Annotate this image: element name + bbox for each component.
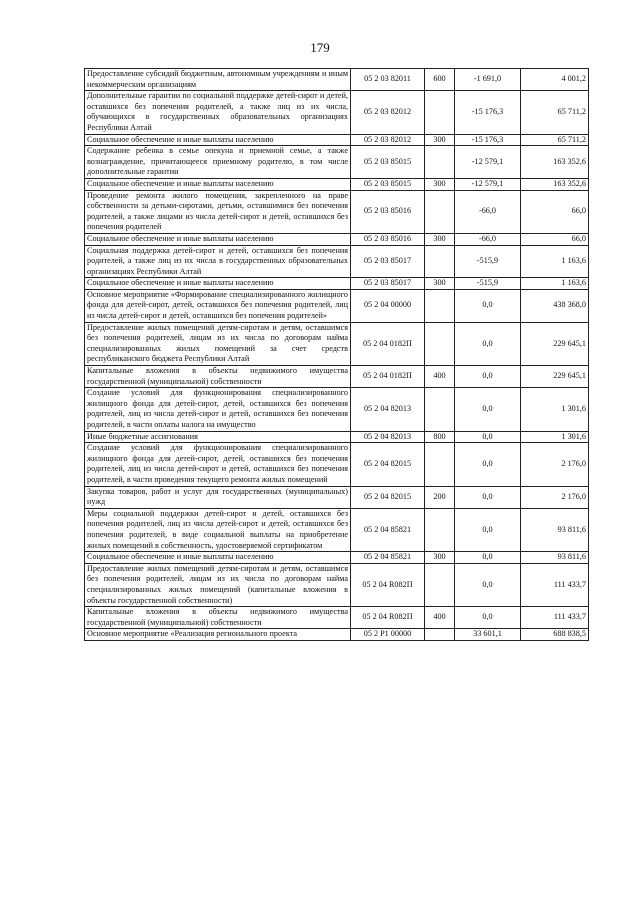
table-row bbox=[85, 322, 589, 365]
row-code: 05 2 04 82015 bbox=[351, 486, 425, 508]
table-row bbox=[85, 552, 589, 564]
row-code: 05 2 04 82013 bbox=[351, 431, 425, 443]
table-row bbox=[85, 486, 589, 508]
table-row bbox=[85, 278, 589, 290]
row-change: 0,0 bbox=[455, 388, 521, 431]
row-total: 111 433,7 bbox=[521, 563, 589, 606]
row-total: 4 001,2 bbox=[521, 69, 589, 91]
table-row bbox=[85, 134, 589, 146]
row-expense-type: 300 bbox=[425, 233, 455, 245]
row-change: 33 601,1 bbox=[455, 629, 521, 641]
row-expense-type: 600 bbox=[425, 69, 455, 91]
row-total: 66,0 bbox=[521, 233, 589, 245]
row-change: 0,0 bbox=[455, 366, 521, 388]
row-name: Меры социальной поддержки детей-сирот и детей, оставшихся без попечения родителей, лиц из числа детей-сирот и детей, оставшихся без попечения родителей, в виде социальной выплаты на приобретение жилых помещений в собственность, удостоверяемой сертификатом bbox=[85, 508, 351, 551]
row-expense-type bbox=[425, 563, 455, 606]
row-total: 2 176,0 bbox=[521, 486, 589, 508]
row-total: 688 838,5 bbox=[521, 629, 589, 641]
row-total: 163 352,6 bbox=[521, 146, 589, 179]
row-name: Предоставление жилых помещений детям-сиротам и детям, оставшимся без попечения родителей, лицам из их числа по договорам найма специализированных жилых помещений за счет средств республиканского бюджета Республики Алтай bbox=[85, 322, 351, 365]
row-total: 66,0 bbox=[521, 190, 589, 233]
row-expense-type: 400 bbox=[425, 607, 455, 629]
row-name: Капитальные вложения в объекты недвижимого имущества государственной (муниципальной) собственности bbox=[85, 607, 351, 629]
row-expense-type bbox=[425, 146, 455, 179]
row-total: 111 433,7 bbox=[521, 607, 589, 629]
row-change: 0,0 bbox=[455, 443, 521, 486]
row-change: 0,0 bbox=[455, 431, 521, 443]
row-name: Социальное обеспечение и иные выплаты населению bbox=[85, 134, 351, 146]
row-name: Социальное обеспечение и иные выплаты населению bbox=[85, 278, 351, 290]
row-code: 05 2 04 85821 bbox=[351, 552, 425, 564]
row-code: 05 2 04 82015 bbox=[351, 443, 425, 486]
row-expense-type bbox=[425, 508, 455, 551]
table-row bbox=[85, 245, 589, 278]
row-change: 0,0 bbox=[455, 552, 521, 564]
row-name: Закупка товаров, работ и услуг для государственных (муниципальных) нужд bbox=[85, 486, 351, 508]
row-change: 0,0 bbox=[455, 563, 521, 606]
row-expense-type bbox=[425, 322, 455, 365]
row-expense-type: 300 bbox=[425, 134, 455, 146]
row-expense-type bbox=[425, 388, 455, 431]
row-code: 05 2 04 R082П bbox=[351, 607, 425, 629]
table-row bbox=[85, 366, 589, 388]
row-total: 1 163,6 bbox=[521, 245, 589, 278]
row-change: 0,0 bbox=[455, 322, 521, 365]
table-row bbox=[85, 178, 589, 190]
row-code: 05 2 03 85016 bbox=[351, 233, 425, 245]
row-code: 05 2 03 85015 bbox=[351, 146, 425, 179]
row-name: Предоставление субсидий бюджетным, автономным учреждениям и иным некоммерческим организациям bbox=[85, 69, 351, 91]
row-total: 1 301,6 bbox=[521, 388, 589, 431]
row-total: 229 645,1 bbox=[521, 366, 589, 388]
table-row bbox=[85, 146, 589, 179]
page-number: 179 bbox=[310, 40, 330, 55]
row-expense-type bbox=[425, 245, 455, 278]
row-expense-type bbox=[425, 443, 455, 486]
row-name: Социальное обеспечение и иные выплаты населению bbox=[85, 552, 351, 564]
row-expense-type bbox=[425, 289, 455, 322]
row-change: -15 176,3 bbox=[455, 91, 521, 134]
table-row bbox=[85, 190, 589, 233]
table-row bbox=[85, 563, 589, 606]
row-change: -12 579,1 bbox=[455, 146, 521, 179]
row-total: 65 711,2 bbox=[521, 91, 589, 134]
row-name: Предоставление жилых помещений детям-сиротам и детям, оставшимся без попечения родителей, лицам из их числа по договорам найма специализированных жилых помещений (капитальные вложения в объекты государственной собственности) bbox=[85, 563, 351, 606]
table-row bbox=[85, 629, 589, 641]
row-change: 0,0 bbox=[455, 607, 521, 629]
row-code: 05 2 04 82013 bbox=[351, 388, 425, 431]
row-code: 05 2 03 85016 bbox=[351, 190, 425, 233]
row-total: 163 352,6 bbox=[521, 178, 589, 190]
row-code: 05 2 P1 00000 bbox=[351, 629, 425, 641]
row-name: Социальное обеспечение и иные выплаты населению bbox=[85, 178, 351, 190]
row-name: Основное мероприятие «Формирование специализированного жилищного фонда для детей-сирот, детей, оставшихся без попечения родителей, лиц из числа детей-сирот и детей, оставшихся без попечения родителей» bbox=[85, 289, 351, 322]
row-total: 1 301,6 bbox=[521, 431, 589, 443]
row-name: Основное мероприятие «Реализация регионального проекта bbox=[85, 629, 351, 641]
row-code: 05 2 04 0182П bbox=[351, 322, 425, 365]
row-change: -1 691,0 bbox=[455, 69, 521, 91]
row-name: Иные бюджетные ассигнования bbox=[85, 431, 351, 443]
row-expense-type bbox=[425, 91, 455, 134]
row-code: 05 2 03 85017 bbox=[351, 245, 425, 278]
row-change: 0,0 bbox=[455, 486, 521, 508]
row-name: Дополнительные гарантии по социальной поддержке детей-сирот и детей, оставшихся без попечения родителей, а также лиц из их числа, обучающихся в государственных образовательных организациях Республики Алтай bbox=[85, 91, 351, 134]
row-expense-type: 800 bbox=[425, 431, 455, 443]
row-expense-type: 200 bbox=[425, 486, 455, 508]
row-code: 05 2 03 82012 bbox=[351, 134, 425, 146]
row-name: Создание условий для функционирования специализированного жилищного фонда для детей-сирот, детей, оставшихся без попечения родителей, лиц из числа детей-сирот и детей, оставшихся без попечения родителей, в части проведения текущего ремонта жилых помещений bbox=[85, 443, 351, 486]
row-total: 93 811,6 bbox=[521, 508, 589, 551]
row-code: 05 2 03 82011 bbox=[351, 69, 425, 91]
row-total: 229 645,1 bbox=[521, 322, 589, 365]
row-total: 438 368,0 bbox=[521, 289, 589, 322]
row-code: 05 2 04 0182П bbox=[351, 366, 425, 388]
row-change: -12 579,1 bbox=[455, 178, 521, 190]
table-row bbox=[85, 388, 589, 431]
row-total: 93 811,6 bbox=[521, 552, 589, 564]
row-code: 05 2 03 85017 bbox=[351, 278, 425, 290]
row-total: 65 711,2 bbox=[521, 134, 589, 146]
row-name: Социальная поддержка детей-сирот и детей, оставшихся без попечения родителей, а также лиц из их числа в государственных образовательных организациях Республики Алтай bbox=[85, 245, 351, 278]
row-change: -66,0 bbox=[455, 233, 521, 245]
row-name: Социальное обеспечение и иные выплаты населению bbox=[85, 233, 351, 245]
row-total: 1 163,6 bbox=[521, 278, 589, 290]
row-name: Проведение ремонта жилого помещения, закрепленного на праве собственности за детьми-сиротами, детьми, оставшимися без попечения родителей, а также лицами из числа детей-сирот и детей, оставшихся без попечения родителей bbox=[85, 190, 351, 233]
row-change: -515,9 bbox=[455, 245, 521, 278]
table-row bbox=[85, 443, 589, 486]
row-name: Капитальные вложения в объекты недвижимого имущества государственной (муниципальной) собственности bbox=[85, 366, 351, 388]
row-change: 0,0 bbox=[455, 508, 521, 551]
budget-table bbox=[84, 68, 589, 641]
row-expense-type: 300 bbox=[425, 178, 455, 190]
row-change: -515,9 bbox=[455, 278, 521, 290]
row-expense-type: 300 bbox=[425, 278, 455, 290]
row-code: 05 2 03 82012 bbox=[351, 91, 425, 134]
table-row bbox=[85, 431, 589, 443]
row-code: 05 2 03 85015 bbox=[351, 178, 425, 190]
row-code: 05 2 04 85821 bbox=[351, 508, 425, 551]
table-row bbox=[85, 607, 589, 629]
row-expense-type bbox=[425, 190, 455, 233]
row-total: 2 176,0 bbox=[521, 443, 589, 486]
row-change: -66,0 bbox=[455, 190, 521, 233]
row-change: 0,0 bbox=[455, 289, 521, 322]
table-row bbox=[85, 69, 589, 91]
row-expense-type: 400 bbox=[425, 366, 455, 388]
row-expense-type bbox=[425, 629, 455, 641]
row-code: 05 2 04 R082П bbox=[351, 563, 425, 606]
row-name: Создание условий для функционирования специализированного жилищного фонда для детей-сирот, детей, оставшихся без попечения родителей, лиц из числа детей-сирот и детей, оставшихся без попечения родителей, в части оплаты налога на имущество bbox=[85, 388, 351, 431]
row-expense-type: 300 bbox=[425, 552, 455, 564]
table-row bbox=[85, 233, 589, 245]
table-row bbox=[85, 289, 589, 322]
row-code: 05 2 04 00000 bbox=[351, 289, 425, 322]
table-row bbox=[85, 508, 589, 551]
row-name: Содержание ребенка в семье опекуна и приемной семье, а также вознаграждение, причитающееся приемному родителю, в том числе дополнительные гарантии bbox=[85, 146, 351, 179]
row-change: -15 176,3 bbox=[455, 134, 521, 146]
table-row bbox=[85, 91, 589, 134]
